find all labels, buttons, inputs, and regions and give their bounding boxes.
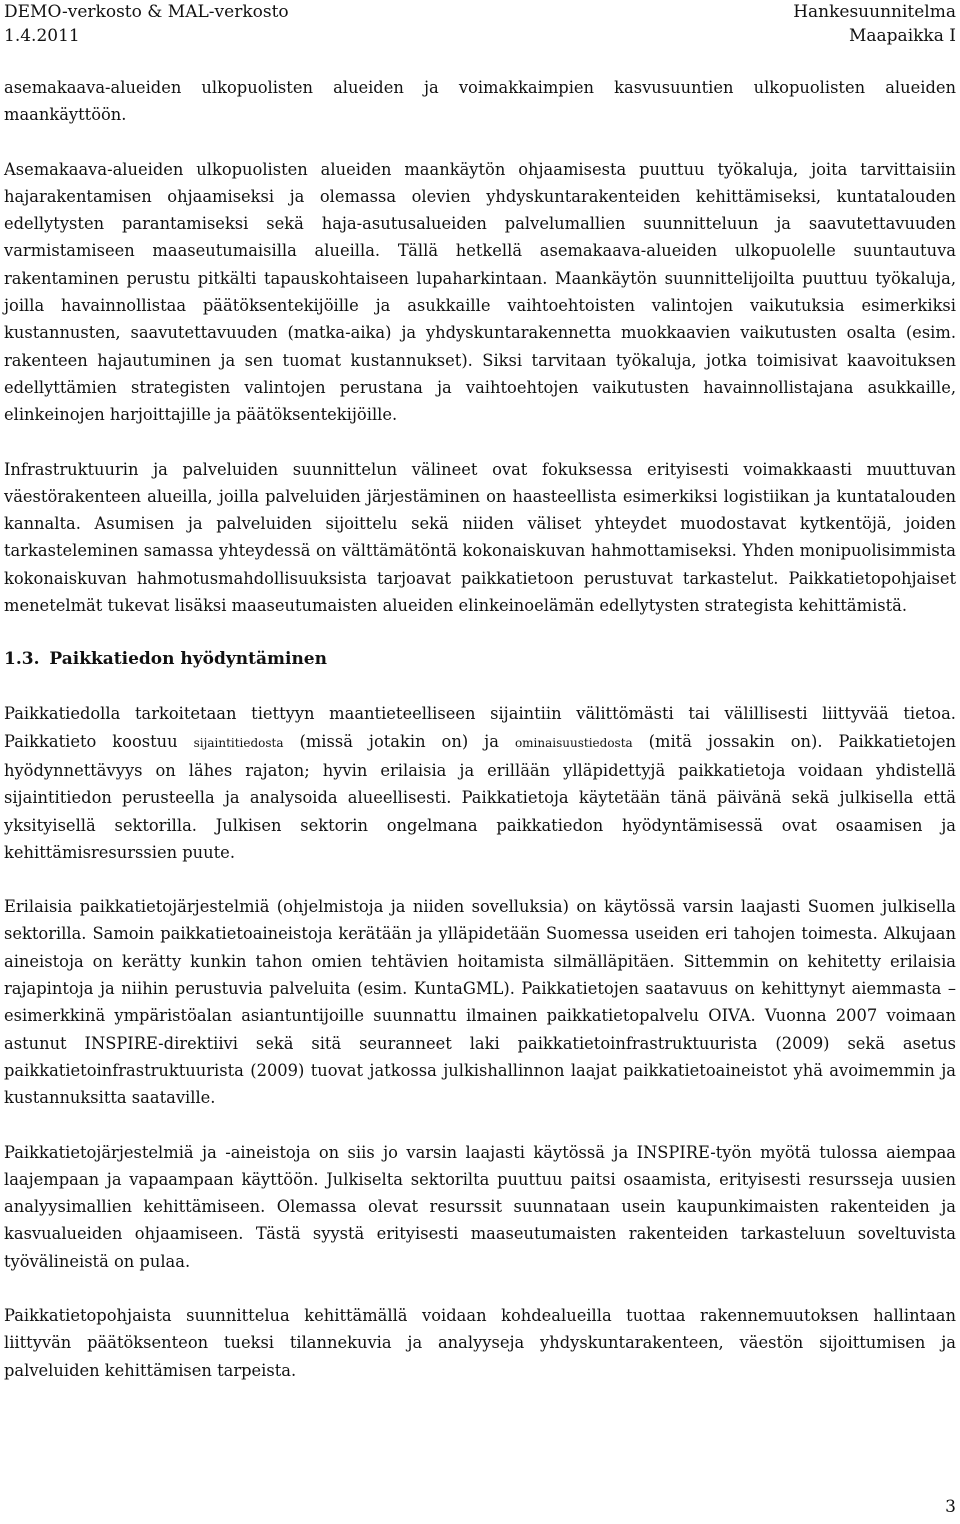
term-attribute-data: ominaisuustiedosta — [514, 735, 633, 750]
definition-text-start: Paikkatiedolla tarkoitetaan tiettyyn maantieteelliseen sijaintiin välittömästi tai välillisesti liittyvää tietoa. Paikkatieto koostuu — [4, 704, 956, 751]
header-project-name: Maapaikka I — [849, 26, 956, 46]
header-document-type: Hankesuunnitelma — [793, 2, 956, 22]
section-number: 1.3. — [4, 649, 40, 670]
header-date: 1.4.2011 — [4, 26, 80, 46]
paragraph-definition — [4, 700, 956, 866]
page-header — [0, 0, 960, 50]
definition-text-end: (mitä jossakin on). Paikkatietojen hyödynnettävyys on lähes rajaton; hyvin erilaisia ja erillään ylläpidettyjä paikkatietoja voidaan yhdistellä sijaintitiedon perusteella ja analysoida alueellisesti. Paikkatietoja käytetään tänä päivänä sekä julkisella että yksityisellä sektorilla. Julkisen sektorin ongelmana paikkatiedon hyödyntämisessä ovat osaamisen ja kehittämisresurssien puute. — [4, 731, 956, 862]
paragraph-resources: Paikkatietojärjestelmiä ja -aineistoja on siis jo varsin laajasti käytössä ja INSPIRE-työn myötä tulossa aiempaa laajempaan ja vapaampaan käyttöön. Julkiselta sektorilta puuttuu paitsi osaamista, erityisesti resursseja uusien analyysimallien kehittämiseen. Olemassa olevat resurssit suunnataan usein kaupunkimaisten rakenteiden ja kasvualueiden ohjaamiseen. Tästä syystä erityisesti maaseutumaisten rakenteiden tarkasteluun soveltuvista työvälineistä on pulaa. — [4, 1142, 956, 1271]
page-number: 3 — [945, 1497, 956, 1517]
section-heading — [4, 646, 956, 673]
paragraph-gis-systems: Erilaisia paikkatietojärjestelmiä (ohjelmistoja ja niiden sovelluksia) on käytössä varsin laajasti Suomen julkisella sektorilla. Samoin paikkatietoaineistoja kerätään ja ylläpidetään Suomessa useiden eri tahojen toimesta. Alkujaan aineistoja on kerätty kunkin tahon omien tehtävien hoitamista silmälläpitäen. Sittemmin on kehitetty erilaisia rajapintoja ja niihin perustuvia palveluita (esim. KuntaGML). Paikkatietojen saatavuus on kehittynyt aiemmasta – esimerkkinä ympäristöalan asiantuntijoille suunnattu ilmainen paikkatietopalvelu OIVA. Vuonna 2007 voimaan astunut INSPIRE-direktiivi sekä sitä seuranneet laki paikkatietoinfrastruktuurista (2009) sekä asetus paikkatietoinfrastruktuurista (2009) tuovat jatkossa julkishallinnon laajat paikkatietoaineistot yhä avoimemmin ja kustannuksitta saataville. — [4, 897, 956, 1108]
definition-text-middle: (missä jotakin on) ja — [283, 731, 515, 751]
paragraph-planning: Paikkatietopohjaista suunnittelua kehittämällä voidaan kohdealueilla tuottaa rakennemuutoksen hallintaan liittyvän päätöksenteon tueksi tilannekuvia ja analyyseja yhdyskuntarakenteen, väestön sijoittumisen ja palveluiden kehittämisen tarpeista. — [4, 1305, 956, 1380]
header-project-title: DEMO-verkosto & MAL-verkosto — [4, 2, 289, 22]
paragraph-infrastructure: Infrastruktuurin ja palveluiden suunnittelun välineet ovat fokuksessa erityisesti voimakkaasti muuttuvan väestörakenteen alueilla, joilla palveluiden järjestäminen on haasteellista esimerkiksi logistiikan ja kuntatalouden kannalta. Asumisen ja palveluiden sijoittelu sekä niiden väliset yhteydet muodostavat kytkentöjä, joiden tarkasteleminen samassa yhteydessä on välttämätöntä kokonaiskuvan hahmottamiseksi. Yhden monipuolisimmista kokonaiskuvan hahmotusmahdollisuuksista tarjoavat paikkatietoon perustuvat tarkastelut. Paikkatietopohjaiset menetelmät tukevat lisäksi maaseutumaisten alueiden elinkeinoelämän edellytysten strategista kehittämistä. — [4, 459, 956, 616]
paragraph-continuation: asemakaava-alueiden ulkopuolisten alueiden ja voimakkaimpien kasvusuuntien ulkopuolisten alueiden maankäyttöön. — [4, 78, 956, 125]
header-right — [793, 0, 956, 48]
term-location-data: sijaintitiedosta — [193, 735, 284, 750]
paragraph-land-use-tools: Asemakaava-alueiden ulkopuolisten alueiden maankäytön ohjaamisesta puuttuu työkaluja, joita tarvittaisiin hajarakentamisen ohjaamiseksi ja olemassa olevien yhdyskuntarakenteiden kehittämiseksi, kuntatalouden edellytysten parantamiseksi sekä haja-asutusalueiden palvelumallien suunnitteluun ja saavutettavuuden varmistamiseen maaseutumaisilla alueilla. Tällä hetkellä asemakaava-alueiden ulkopuolelle suuntautuva rakentaminen perustu pitkälti tapauskohtaiseen lupaharkintaan. Maankäytön suunnittelijoilta puuttuu työkaluja, joilla havainnollistaa päätöksentekijöille ja asukkaille vaihtoehtoisten valintojen vaikutuksia esimerkiksi kustannusten, saavutettavuuden (matka-aika) ja yhdyskuntarakennetta muokkaavien vaikutusten osalta (esim. rakenteen hajautuminen ja sen tuomat kustannukset). Siksi tarvitaan työkaluja, jotka toimisivat kaavoituksen edellyttämien strategisten valintojen perustana ja vaihtoehtojen vaikutusten havainnollistajana asukkaille, elinkeinojen harjoittajille ja päätöksentekijöille. — [4, 159, 956, 425]
section-title: Paikkatiedon hyödyntäminen — [49, 649, 327, 670]
document-body — [4, 74, 956, 1384]
header-left — [4, 0, 289, 48]
